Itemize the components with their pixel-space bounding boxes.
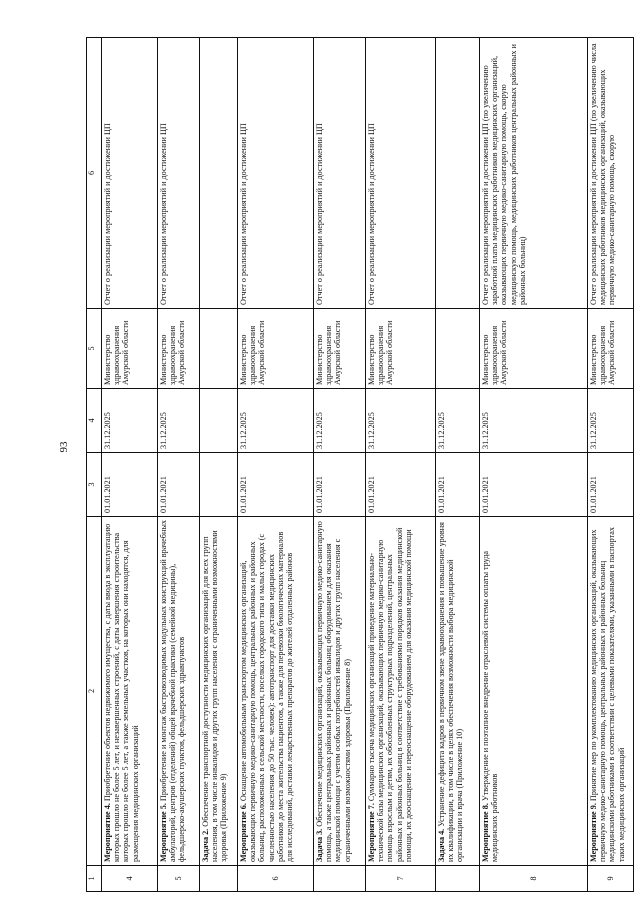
header-cell: 6	[87, 38, 102, 309]
start-date-text: 01.01.2021	[159, 476, 168, 513]
rotated-table-page	[86, 38, 626, 892]
executor	[588, 309, 634, 389]
start-date-text: 01.01.2021	[103, 476, 112, 513]
result-document-text: Отчет о реализации мероприятий и достижении ЦП	[103, 123, 112, 305]
end-date-text: 31.12.2025	[437, 412, 446, 449]
row-number	[480, 866, 588, 892]
table-row	[436, 38, 480, 892]
row-number	[238, 866, 314, 892]
header-cell: 1	[87, 866, 102, 892]
measure-text: Обеспечение транспортной доступности медицинских организаций для всех групп населения, в том числе инвалидов и других групп населения с ограниченными возможностями здоровья (Приложение 9)	[201, 530, 229, 862]
end-date	[200, 389, 238, 453]
header-cell: 4	[87, 389, 102, 453]
start-date	[588, 453, 634, 517]
result-document-text: Отчет о реализации мероприятий и достижении ЦП	[367, 123, 376, 305]
end-date	[238, 389, 314, 453]
executor-text: Министерство здравоохранения Амурской области	[315, 320, 343, 385]
end-date-text: 31.12.2025	[481, 412, 490, 449]
measure-description	[436, 517, 480, 866]
row-number-text: 9	[605, 876, 615, 881]
executor-text: Министерство здравоохранения Амурской области	[589, 320, 617, 385]
end-date	[314, 389, 366, 453]
start-date-text: 01.01.2021	[315, 476, 324, 513]
result-document-text: Отчет о реализации мероприятий и достижении ЦП	[159, 123, 168, 305]
row-number-text: 5	[173, 876, 183, 881]
row-number	[366, 866, 436, 892]
start-date-text: 01.01.2021	[589, 476, 598, 513]
end-date	[436, 389, 480, 453]
result-document-text: Отчет о реализации мероприятий и достижении ЦП	[315, 123, 324, 305]
result-document-text: Отчет о реализации мероприятий и достижении ЦП (по увеличению заработной платы медицинских работников медицинских организаций, оказывающих первичную медико-санитарную помощь, скорую медицинскую помощь, медицинских работников центральных районных и районных больниц)	[481, 44, 527, 305]
measure-title: Мероприятие 5.	[159, 803, 168, 862]
measure-description	[238, 517, 314, 866]
measure-title: Мероприятие 4.	[103, 803, 112, 862]
executor-text: Министерство здравоохранения Амурской области	[103, 320, 131, 385]
end-date-text: 31.12.2025	[367, 412, 376, 449]
executor	[238, 309, 314, 389]
header-cell: 5	[87, 309, 102, 389]
measure-description	[314, 517, 366, 866]
executor-text: Министерство здравоохранения Амурской области	[159, 320, 187, 385]
measure-description	[158, 517, 200, 866]
end-date	[588, 389, 634, 453]
table-row	[238, 38, 314, 892]
executor	[158, 309, 200, 389]
measure-text: Обеспечение медицинских организаций, оказывающих первичную медико-санитарную помощь, а также центральных районных и районных больниц оборудованием для оказания медицинской помощи с учетом особых потребностей инвалидов и других групп населения с ограниченными возможностями здоровья (Приложение 8)	[315, 521, 352, 862]
start-date-text: 01.01.2021	[239, 476, 248, 513]
result-document	[238, 38, 314, 309]
end-date	[480, 389, 588, 453]
result-document	[366, 38, 436, 309]
start-date	[314, 453, 366, 517]
executor	[200, 309, 238, 389]
executor	[366, 309, 436, 389]
start-date	[158, 453, 200, 517]
executor-text: Министерство здравоохранения Амурской области	[481, 320, 509, 385]
result-document	[588, 38, 634, 309]
start-date	[366, 453, 436, 517]
end-date-text: 31.12.2025	[239, 412, 248, 449]
measure-title: Задача 4.	[437, 828, 446, 862]
result-document	[102, 38, 158, 309]
table-row	[366, 38, 436, 892]
end-date-text: 31.12.2025	[159, 412, 168, 449]
row-number-text: 8	[528, 876, 538, 881]
measure-text: Суммарно тысяча медицинских организаций приведение материально-технической базы медицинских организаций, оказывающих первичную медико-санитарную помощь взрослым и детям, их обособленных структурных подразделений, центральных районных и районных больниц в соответствие с требованиями порядков оказания медицинской помощи, их дооснащение и переоснащение оборудованием для оказания медицинской помощи	[367, 527, 413, 862]
end-date	[158, 389, 200, 453]
executor-text: Министерство здравоохранения Амурской области	[239, 320, 267, 385]
start-date	[200, 453, 238, 517]
executor-text: Министерство здравоохранения Амурской области	[367, 320, 395, 385]
start-date-text: 01.01.2021	[367, 476, 376, 513]
table-row	[588, 38, 634, 892]
result-document	[200, 38, 238, 309]
result-document-text: Отчет о реализации мероприятий и достижении ЦП (по увеличению числа медицинских работников медицинских организаций, оказывающих первичную медико-санитарную помощь, скорую	[589, 43, 617, 305]
measure-title: Задача 2.	[201, 828, 210, 862]
measure-description	[102, 517, 158, 866]
measure-title: Мероприятие 7.	[367, 803, 376, 862]
measure-text: Приобретение и монтаж быстровозводимых модульных конструкций врачебных амбулаторий, центров (отделений) общей врачебной практики (семейной медицины), фельдшерско-акушерских пунктов, фельдшерских здравпунктов	[159, 520, 187, 862]
measure-description	[366, 517, 436, 866]
measure-text: Принятие мер по укомплектованию медицинских организаций, оказывающих первичную медико-санитарную помощь, центральных районных и районных больниц медицинскими работниками в соответствии с целевыми показателями, указанными в паспортах таких медицинских организаций	[589, 526, 626, 862]
row-number-text: 7	[395, 876, 405, 881]
start-date	[102, 453, 158, 517]
measure-text: Приобретение объектов недвижимого имущества, с даты ввода в эксплуатацию которых прошло не более 5 лет, и незавершенных строений, с даты завершения строительства которых прошло не более 5 лет, а также земельных участков, на которых они находятся, для размещения медицинских организаций	[103, 523, 140, 862]
header-cell: 3	[87, 453, 102, 517]
measure-text: Утверждение и поэтапное внедрение отраслевой системы оплаты труда медицинских работников	[481, 550, 500, 862]
table-row	[158, 38, 200, 892]
row-number	[314, 866, 366, 892]
executor	[480, 309, 588, 389]
end-date-text: 31.12.2025	[103, 412, 112, 449]
measures-table	[86, 37, 634, 892]
result-document	[314, 38, 366, 309]
start-date-text: 01.01.2021	[437, 476, 446, 513]
row-number	[588, 866, 634, 892]
end-date	[102, 389, 158, 453]
measure-description	[480, 517, 588, 866]
row-number-text: 6	[270, 876, 280, 881]
row-number	[436, 866, 480, 892]
row-number	[102, 866, 158, 892]
header-cell: 2	[87, 517, 102, 866]
measure-title: Мероприятие 6.	[239, 803, 248, 862]
table-row	[314, 38, 366, 892]
measure-title: Мероприятие 8.	[481, 803, 490, 862]
end-date-text: 31.12.2025	[589, 412, 598, 449]
end-date-text: 31.12.2025	[315, 412, 324, 449]
executor	[314, 309, 366, 389]
executor	[102, 309, 158, 389]
result-document	[158, 38, 200, 309]
header-row	[87, 38, 102, 892]
start-date-text: 01.01.2021	[481, 476, 490, 513]
measure-description	[200, 517, 238, 866]
start-date	[436, 453, 480, 517]
result-document	[436, 38, 480, 309]
measure-title: Мероприятие 9.	[589, 803, 598, 862]
measure-text: Оснащение автомобильным транспортом медицинских организаций, оказывающих первичную медико-санитарную помощь, центральных районных и районных больниц, расположенных в сельской местности, поселках городского типа и малых городах (с численностью населения до 50 тыс. человек): автотранспорт для доставки медицинских работников до места жительства пациентов, а также для перевозки биологических материалов для исследований, доставки лекарственных препаратов до жителей отдаленных районов	[239, 531, 294, 862]
row-number-text: 4	[124, 876, 134, 881]
result-document-text: Отчет о реализации мероприятий и достижении ЦП	[239, 123, 248, 305]
measure-title: Задача 3.	[315, 828, 324, 862]
measure-description	[588, 517, 634, 866]
table-body	[102, 38, 634, 892]
row-number	[158, 866, 200, 892]
measure-text: Устранение дефицита кадров в первичном звене здравоохранения и повышение уровня их квалификации, в том числе в целях обеспечения возможности выбора медицинской организации и врача (Приложение 10)	[437, 522, 465, 862]
table-row	[480, 38, 588, 892]
start-date	[238, 453, 314, 517]
end-date	[366, 389, 436, 453]
table-row	[200, 38, 238, 892]
table-row	[102, 38, 158, 892]
start-date	[480, 453, 588, 517]
executor	[436, 309, 480, 389]
row-number	[200, 866, 238, 892]
page-number: 93	[58, 441, 70, 453]
result-document	[480, 38, 588, 309]
